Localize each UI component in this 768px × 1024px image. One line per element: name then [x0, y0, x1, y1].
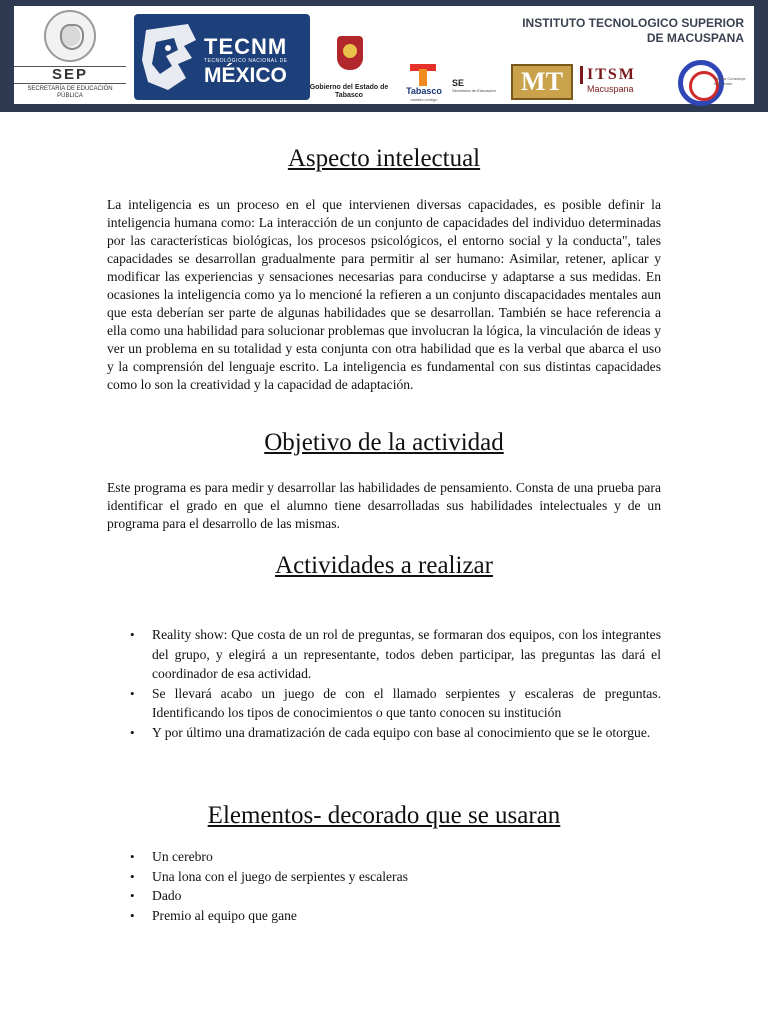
- sep-subtitle: SECRETARÍA DE EDUCACIÓN PÚBLICA: [27, 86, 113, 99]
- section-body: La inteligencia es un proceso en el que intervienen diversas capacidades, es posible definir la inteligencia humana como: La interacción de un conjunto de capacidades del individuo determinadas por las características biológicas, los procesos psicológicos, el entorno social y la conducta", tales capacidades se desarrollan gradualmente para permitir al ser humano: Asimilar, retener, aplicar y modificar las experiencias y sensaciones necesarias para conducirse y adaptarse a sus medidas. En ocasiones la inteligencia como ya lo mencioné la refieren a un conjunto discapacidades mentales aun que esta deberían ser parte de algunas habilidades que se desarrollan. También se hace referencia a ella como una habilidad para solucionar problemas que involucran la lógica, la vinculación de ideas y ver un problema en su totalidad y esta conjunta con otra habilidad que es la verbal que abarca el uso y la comprensión del lenguaje escrito. La inteligencia es fundamental con sus distintas capacidades como lo son la creatividad y la capacidad de adaptación.: [107, 197, 661, 392]
- tabasco-government-text: Gobierno del Estado de Tabasco: [309, 84, 389, 99]
- tabasco-t-icon: [410, 64, 436, 86]
- section-title: Aspecto intelectual: [287, 145, 481, 172]
- tecnm-country: MÉXICO: [204, 64, 287, 87]
- activities-list: [130, 625, 661, 742]
- sep-name: SEP: [14, 66, 126, 84]
- itsm-name: ITSM: [580, 66, 672, 84]
- section-elementos: [0, 801, 768, 831]
- section-title: Objetivo de la actividad: [264, 429, 504, 456]
- list-item: • Un cerebro: [130, 847, 661, 867]
- tecnm-subtitle: TECNOLÓGICO NACIONAL DE: [204, 58, 288, 64]
- list-item: • Reality show: Que costa de un rol de preguntas, se formaran dos equipos, con los integrantes del grupo, y elegirá a un representante, todos deben participar, las preguntas las dará el coordinador de esa actividad.: [130, 625, 661, 684]
- list-item: • Premio al equipo que gane: [130, 906, 661, 926]
- mt-emblem-icon: MT: [511, 64, 573, 100]
- tecnm-name: TECNM: [204, 34, 288, 59]
- tabasco-shield-icon: [337, 36, 363, 70]
- mexico-seal-icon: [44, 10, 96, 62]
- tabasco-logo: [400, 64, 448, 104]
- elements-list: [130, 847, 661, 925]
- se-logo: [452, 78, 502, 104]
- tabasco-subtitle: cambia contigo: [410, 97, 438, 102]
- institute-title-line2: DE MACUSPANA: [646, 31, 744, 45]
- list-item: • Una lona con el juego de serpientes y escaleras: [130, 867, 661, 887]
- tabasco-name: Tabasco: [406, 86, 442, 96]
- eagle-warrior-icon: [138, 20, 200, 94]
- ig-slogan: Piensa Construye Emprende: [714, 76, 746, 86]
- itsm-subtitle: Macuspana: [587, 84, 634, 94]
- list-item: • Se llevará acabo un juego de con el llamado serpientes y escaleras de preguntas. Identificando los tipos de conocimientos o que tanto conocen su institución: [130, 684, 661, 723]
- tecnm-logo: [134, 14, 310, 100]
- institute-title: [464, 16, 754, 46]
- se-name: SE: [452, 78, 465, 88]
- section-aspecto-intelectual: [0, 144, 768, 174]
- sep-logo: [14, 6, 126, 104]
- se-subtitle: Secretaría de Educación: [452, 88, 496, 93]
- tabasco-government-logo: [304, 36, 394, 102]
- section-title: Elementos- decorado que se usaran: [207, 802, 561, 829]
- section-body: Este programa es para medir y desarrollar las habilidades de pensamiento. Consta de una prueba para identificar el grado en que el alumno tiene desarrolladas sus habilidades intelectuales y de un programa para el desarrollo de las mismas.: [107, 480, 661, 531]
- itsm-logo: [580, 66, 672, 106]
- institute-title-line1: INSTITUTO TECNOLOGICO SUPERIOR: [522, 16, 744, 30]
- section-actividades: [0, 551, 768, 581]
- section-objetivo: [0, 428, 768, 458]
- header-banner: [0, 0, 768, 112]
- section-title: Actividades a realizar: [275, 552, 493, 579]
- header-logos: [14, 6, 754, 104]
- list-item: • Dado: [130, 886, 661, 906]
- list-item: • Y por último una dramatización de cada equipo con base al conocimiento que se le otorgue.: [130, 723, 661, 743]
